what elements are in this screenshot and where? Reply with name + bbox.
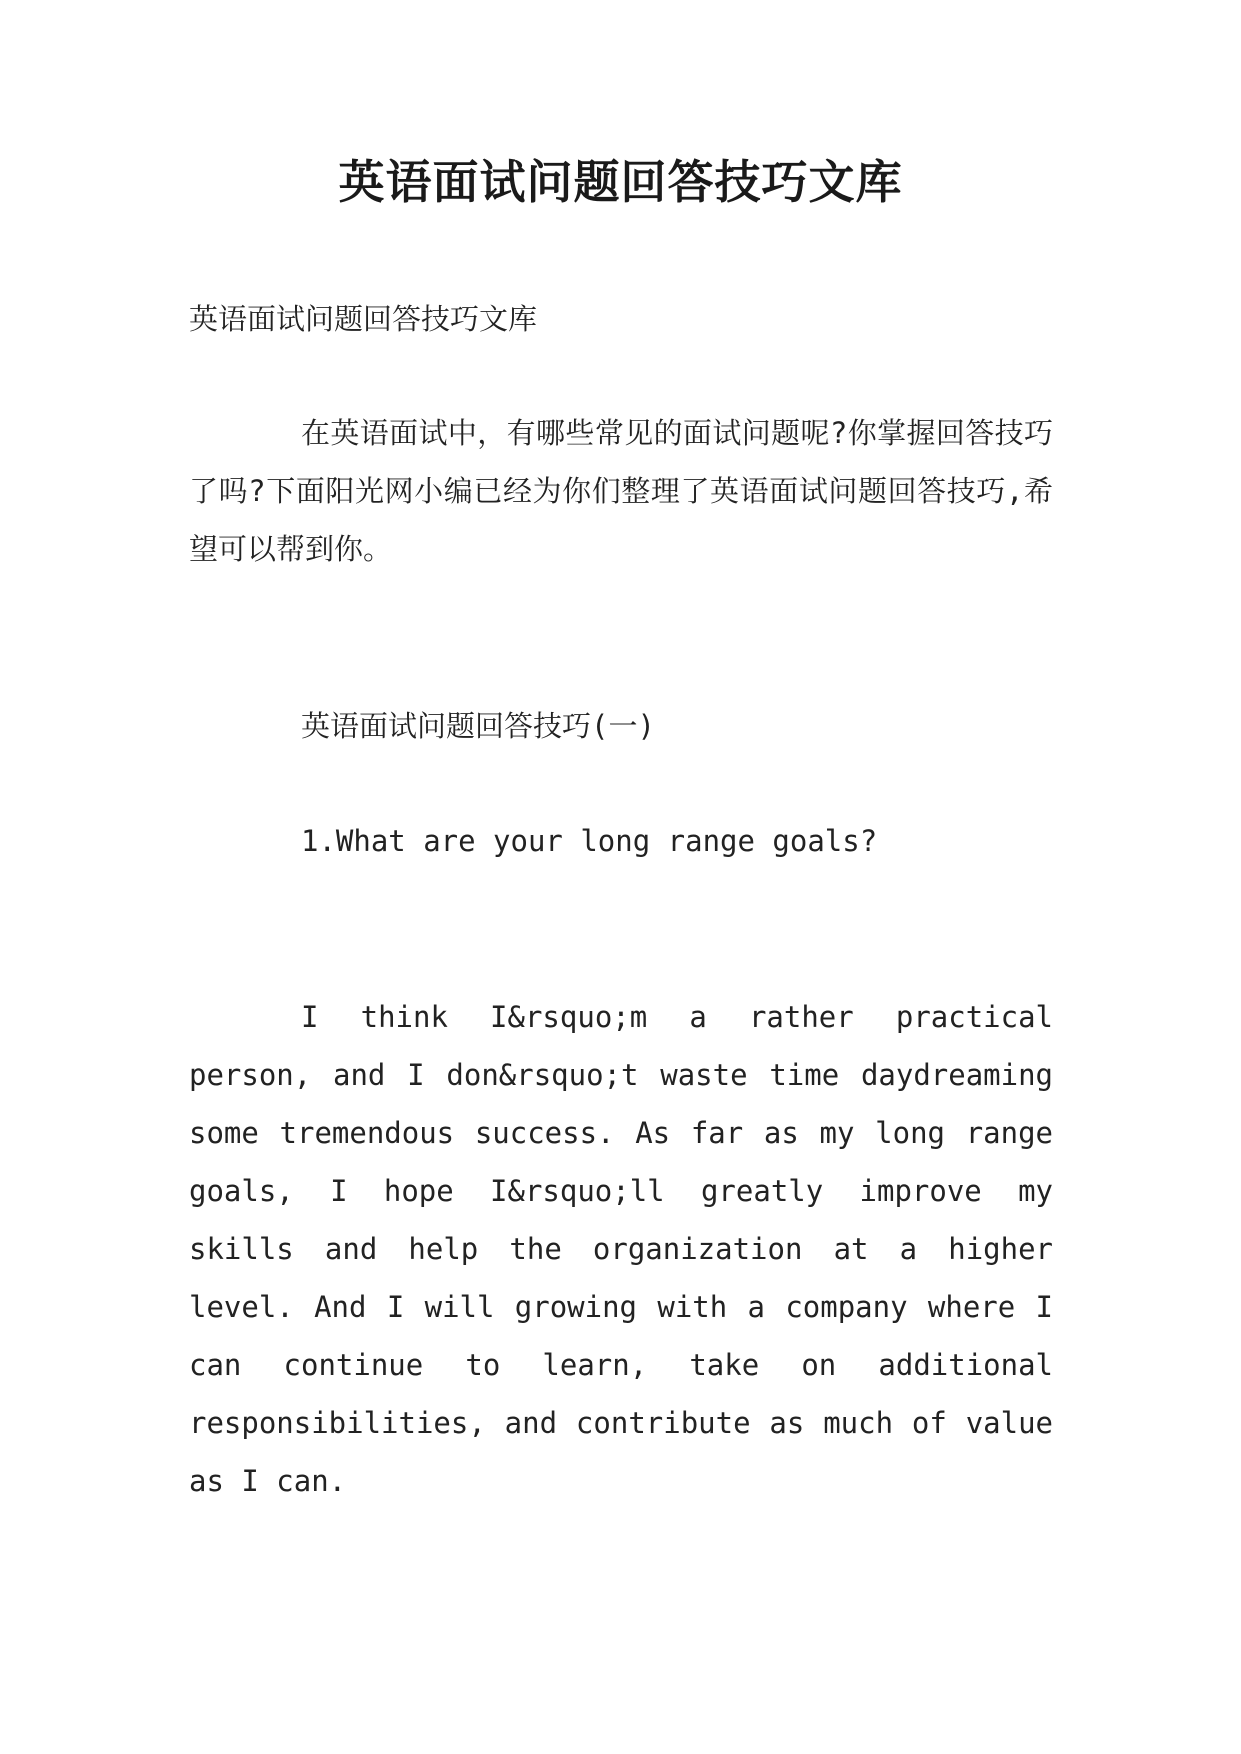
document-title: 英语面试问题回答技巧文库 <box>338 155 903 209</box>
document-subtitle: 英语面试问题回答技巧文库 <box>189 302 538 336</box>
section-heading: 英语面试问题回答技巧(一) <box>301 709 655 743</box>
question-1: 1.What are your long range goals? <box>301 824 878 858</box>
answer-1-paragraph: I think I&rsquo;m a rather practical person, and I don&rsquo;t waste time daydreaming some tremendous success. As far as my long range goals, I hope I&rsquo;ll greatly improve my skills and help the organization at a higher level. And I will growing with a company where I can continue to learn, take on additional responsibilities, and contribute as much of value as I can. <box>189 1000 1053 1498</box>
intro-paragraph: 在英语面试中，有哪些常见的面试问题呢?你掌握回答技巧了吗?下面阳光网小编已经为你们整理了英语面试问题回答技巧,希望可以帮到你。 <box>189 416 1053 566</box>
